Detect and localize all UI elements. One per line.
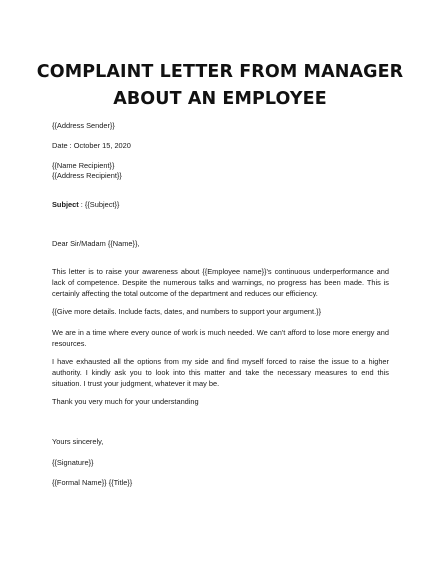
address-sender: {{Address Sender}}	[52, 121, 115, 130]
body-paragraph: I have exhausted all the options from my side and find myself forced to raise the issue to a higher authority. I kindly ask you to look into this matter and take the necessary measures to end this situation. I trust your judgment, whatever it may be.	[52, 357, 389, 389]
body-paragraph: Thank you very much for your understanding	[52, 397, 199, 406]
address-recipient: {{Address Recipient}}	[52, 171, 122, 180]
name-recipient: {{Name Recipient}}	[52, 161, 115, 170]
formal-name: {{Formal Name}} {{Title}}	[52, 478, 133, 487]
body-paragraph: {{Give more details. Include facts, dates, and numbers to support your argument.}}	[52, 307, 322, 316]
letter-title-line-1: COMPLAINT LETTER FROM MANAGER	[36, 62, 404, 82]
letter-date: Date : October 15, 2020	[52, 141, 131, 150]
subject-label: Subject	[52, 200, 79, 209]
closing: Yours sincerely,	[52, 437, 104, 446]
subject-value: : {{Subject}}	[78, 200, 120, 209]
body-paragraph: We are in a time where every ounce of work is much needed. We can't afford to lose more energy and resources.	[52, 328, 389, 349]
salutation: Dear Sir/Madam {{Name}},	[52, 239, 140, 248]
signature: {{Signature}}	[52, 458, 94, 467]
subject-line	[52, 199, 119, 210]
letter-title-line-2: ABOUT AN EMPLOYEE	[113, 89, 327, 109]
body-paragraph: This letter is to raise your awareness about {{Employee name}}'s continuous underperformance and lack of competence. Despite the numerous talks and warnings, no progress has been made. This is certainly affecting the total outcome of the department and reduces our efficiency.	[52, 267, 389, 299]
